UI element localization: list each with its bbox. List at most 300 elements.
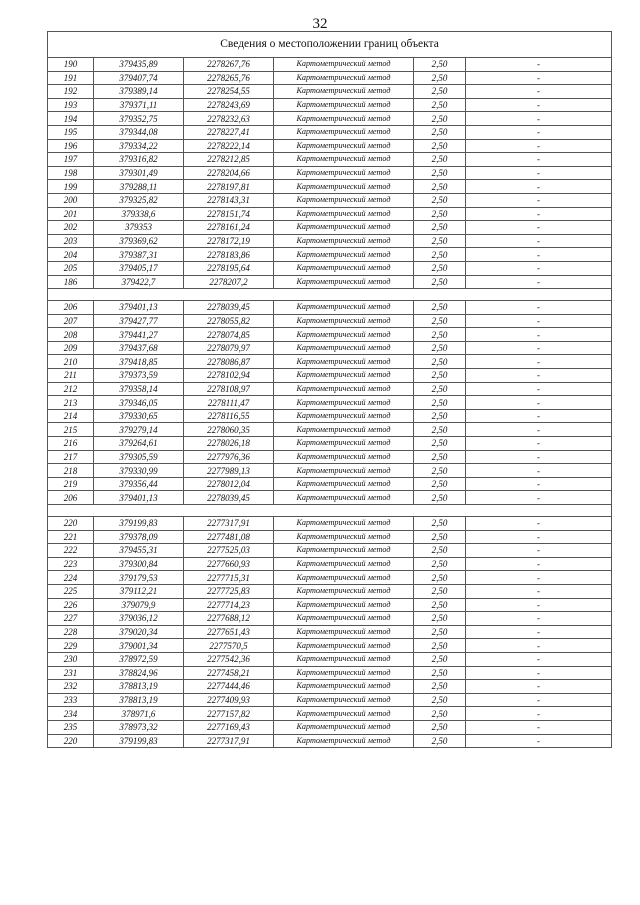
table-row <box>48 734 612 748</box>
point-number-cell: 193 <box>48 98 94 112</box>
description-cell: - <box>466 544 612 558</box>
x-coordinate-cell: 379036,12 <box>94 612 184 626</box>
description-cell: - <box>466 275 612 289</box>
table-row <box>48 625 612 639</box>
x-coordinate-cell: 379301,49 <box>94 166 184 180</box>
point-number-cell: 209 <box>48 341 94 355</box>
method-cell: Картометрический метод <box>274 517 414 531</box>
table-row <box>48 450 612 464</box>
method-cell: Картометрический метод <box>274 207 414 221</box>
method-cell: Картометрический метод <box>274 180 414 194</box>
x-coordinate-cell: 379316,82 <box>94 153 184 167</box>
section-separator-cell <box>48 505 612 517</box>
table-title-row <box>48 32 612 58</box>
y-coordinate-cell: 2277458,21 <box>184 666 274 680</box>
point-number-cell: 226 <box>48 598 94 612</box>
method-cell: Картометрический метод <box>274 328 414 342</box>
x-coordinate-cell: 379264,61 <box>94 437 184 451</box>
accuracy-cell: 2,50 <box>414 734 466 748</box>
x-coordinate-cell: 379305,59 <box>94 450 184 464</box>
table-row <box>48 328 612 342</box>
point-number-cell: 217 <box>48 450 94 464</box>
y-coordinate-cell: 2278267,76 <box>184 58 274 72</box>
table-row <box>48 544 612 558</box>
point-number-cell: 213 <box>48 396 94 410</box>
method-cell: Картометрический метод <box>274 314 414 328</box>
method-cell: Картометрический метод <box>274 557 414 571</box>
accuracy-cell: 2,50 <box>414 382 466 396</box>
description-cell: - <box>466 314 612 328</box>
y-coordinate-cell: 2277989,13 <box>184 464 274 478</box>
y-coordinate-cell: 2277725,83 <box>184 584 274 598</box>
table-row <box>48 98 612 112</box>
x-coordinate-cell: 379437,68 <box>94 341 184 355</box>
method-cell: Картометрический метод <box>274 437 414 451</box>
y-coordinate-cell: 2277976,36 <box>184 450 274 464</box>
point-number-cell: 229 <box>48 639 94 653</box>
table-row <box>48 355 612 369</box>
table-row <box>48 301 612 315</box>
accuracy-cell: 2,50 <box>414 491 466 505</box>
y-coordinate-cell: 2278243,69 <box>184 98 274 112</box>
x-coordinate-cell: 379279,14 <box>94 423 184 437</box>
accuracy-cell: 2,50 <box>414 369 466 383</box>
accuracy-cell: 2,50 <box>414 139 466 153</box>
method-cell: Картометрический метод <box>274 85 414 99</box>
y-coordinate-cell: 2278151,74 <box>184 207 274 221</box>
x-coordinate-cell: 379352,75 <box>94 112 184 126</box>
x-coordinate-cell: 378972,59 <box>94 652 184 666</box>
x-coordinate-cell: 379300,84 <box>94 557 184 571</box>
description-cell: - <box>466 491 612 505</box>
method-cell: Картометрический метод <box>274 369 414 383</box>
y-coordinate-cell: 2278222,14 <box>184 139 274 153</box>
accuracy-cell: 2,50 <box>414 584 466 598</box>
description-cell: - <box>466 625 612 639</box>
y-coordinate-cell: 2277317,91 <box>184 517 274 531</box>
method-cell: Картометрический метод <box>274 221 414 235</box>
point-number-cell: 227 <box>48 612 94 626</box>
y-coordinate-cell: 2278111,47 <box>184 396 274 410</box>
x-coordinate-cell: 379358,14 <box>94 382 184 396</box>
point-number-cell: 196 <box>48 139 94 153</box>
y-coordinate-cell: 2277409,93 <box>184 693 274 707</box>
table-row <box>48 464 612 478</box>
point-number-cell: 214 <box>48 409 94 423</box>
x-coordinate-cell: 379112,21 <box>94 584 184 598</box>
section-separator <box>48 505 612 517</box>
x-coordinate-cell: 379353 <box>94 221 184 235</box>
accuracy-cell: 2,50 <box>414 341 466 355</box>
x-coordinate-cell: 379422,7 <box>94 275 184 289</box>
table-row <box>48 193 612 207</box>
accuracy-cell: 2,50 <box>414 314 466 328</box>
accuracy-cell: 2,50 <box>414 639 466 653</box>
x-coordinate-cell: 379079,9 <box>94 598 184 612</box>
table-title: Сведения о местоположении границ объекта <box>48 32 612 58</box>
y-coordinate-cell: 2278026,18 <box>184 437 274 451</box>
x-coordinate-cell: 379330,65 <box>94 409 184 423</box>
method-cell: Картометрический метод <box>274 382 414 396</box>
x-coordinate-cell: 379371,11 <box>94 98 184 112</box>
x-coordinate-cell: 379401,13 <box>94 301 184 315</box>
x-coordinate-cell: 379389,14 <box>94 85 184 99</box>
point-number-cell: 202 <box>48 221 94 235</box>
table-row <box>48 112 612 126</box>
y-coordinate-cell: 2278086,87 <box>184 355 274 369</box>
y-coordinate-cell: 2278254,55 <box>184 85 274 99</box>
x-coordinate-cell: 379441,27 <box>94 328 184 342</box>
x-coordinate-cell: 379325,82 <box>94 193 184 207</box>
table-row <box>48 85 612 99</box>
description-cell: - <box>466 301 612 315</box>
method-cell: Картометрический метод <box>274 693 414 707</box>
table-row <box>48 423 612 437</box>
table-row <box>48 598 612 612</box>
description-cell: - <box>466 341 612 355</box>
x-coordinate-cell: 379427,77 <box>94 314 184 328</box>
y-coordinate-cell: 2277157,82 <box>184 707 274 721</box>
table-row <box>48 221 612 235</box>
y-coordinate-cell: 2277688,12 <box>184 612 274 626</box>
description-cell: - <box>466 355 612 369</box>
accuracy-cell: 2,50 <box>414 423 466 437</box>
x-coordinate-cell: 379001,34 <box>94 639 184 653</box>
point-number-cell: 212 <box>48 382 94 396</box>
x-coordinate-cell: 378824,96 <box>94 666 184 680</box>
accuracy-cell: 2,50 <box>414 355 466 369</box>
table-row <box>48 180 612 194</box>
accuracy-cell: 2,50 <box>414 517 466 531</box>
accuracy-cell: 2,50 <box>414 652 466 666</box>
table-row <box>48 517 612 531</box>
table-row <box>48 652 612 666</box>
method-cell: Картометрический метод <box>274 261 414 275</box>
y-coordinate-cell: 2278143,31 <box>184 193 274 207</box>
point-number-cell: 208 <box>48 328 94 342</box>
table-row <box>48 382 612 396</box>
table-row <box>48 234 612 248</box>
description-cell: - <box>466 328 612 342</box>
method-cell: Картометрический метод <box>274 355 414 369</box>
table-row <box>48 680 612 694</box>
accuracy-cell: 2,50 <box>414 625 466 639</box>
section-separator-cell <box>48 289 612 301</box>
description-cell: - <box>466 153 612 167</box>
description-cell: - <box>466 207 612 221</box>
y-coordinate-cell: 2277715,31 <box>184 571 274 585</box>
table-row <box>48 314 612 328</box>
x-coordinate-cell: 379288,11 <box>94 180 184 194</box>
table-row <box>48 584 612 598</box>
point-number-cell: 218 <box>48 464 94 478</box>
table-row <box>48 707 612 721</box>
x-coordinate-cell: 379373,59 <box>94 369 184 383</box>
table-row <box>48 58 612 72</box>
y-coordinate-cell: 2277651,43 <box>184 625 274 639</box>
description-cell: - <box>466 261 612 275</box>
y-coordinate-cell: 2278039,45 <box>184 491 274 505</box>
table-row <box>48 693 612 707</box>
description-cell: - <box>466 612 612 626</box>
description-cell: - <box>466 166 612 180</box>
accuracy-cell: 2,50 <box>414 530 466 544</box>
accuracy-cell: 2,50 <box>414 248 466 262</box>
table-row <box>48 153 612 167</box>
table-row <box>48 166 612 180</box>
accuracy-cell: 2,50 <box>414 666 466 680</box>
point-number-cell: 230 <box>48 652 94 666</box>
point-number-cell: 216 <box>48 437 94 451</box>
description-cell: - <box>466 571 612 585</box>
table-row <box>48 275 612 289</box>
point-number-cell: 197 <box>48 153 94 167</box>
table-row <box>48 557 612 571</box>
method-cell: Картометрический метод <box>274 234 414 248</box>
point-number-cell: 186 <box>48 275 94 289</box>
description-cell: - <box>466 557 612 571</box>
table-row <box>48 720 612 734</box>
x-coordinate-cell: 379199,83 <box>94 517 184 531</box>
section-separator <box>48 289 612 301</box>
table-row <box>48 409 612 423</box>
method-cell: Картометрический метод <box>274 598 414 612</box>
y-coordinate-cell: 2277481,08 <box>184 530 274 544</box>
method-cell: Картометрический метод <box>274 625 414 639</box>
y-coordinate-cell: 2278212,85 <box>184 153 274 167</box>
x-coordinate-cell: 379407,74 <box>94 71 184 85</box>
method-cell: Картометрический метод <box>274 125 414 139</box>
x-coordinate-cell: 379435,89 <box>94 58 184 72</box>
accuracy-cell: 2,50 <box>414 693 466 707</box>
accuracy-cell: 2,50 <box>414 301 466 315</box>
description-cell: - <box>466 437 612 451</box>
accuracy-cell: 2,50 <box>414 166 466 180</box>
x-coordinate-cell: 379387,31 <box>94 248 184 262</box>
method-cell: Картометрический метод <box>274 680 414 694</box>
method-cell: Картометрический метод <box>274 166 414 180</box>
description-cell: - <box>466 598 612 612</box>
description-cell: - <box>466 369 612 383</box>
x-coordinate-cell: 379401,13 <box>94 491 184 505</box>
point-number-cell: 195 <box>48 125 94 139</box>
description-cell: - <box>466 248 612 262</box>
accuracy-cell: 2,50 <box>414 437 466 451</box>
method-cell: Картометрический метод <box>274 666 414 680</box>
point-number-cell: 207 <box>48 314 94 328</box>
accuracy-cell: 2,50 <box>414 450 466 464</box>
accuracy-cell: 2,50 <box>414 680 466 694</box>
point-number-cell: 225 <box>48 584 94 598</box>
method-cell: Картометрический метод <box>274 98 414 112</box>
y-coordinate-cell: 2278207,2 <box>184 275 274 289</box>
description-cell: - <box>466 707 612 721</box>
point-number-cell: 204 <box>48 248 94 262</box>
boundary-table-sheet <box>47 31 611 748</box>
x-coordinate-cell: 378971,6 <box>94 707 184 721</box>
point-number-cell: 211 <box>48 369 94 383</box>
x-coordinate-cell: 378813,19 <box>94 680 184 694</box>
y-coordinate-cell: 2277714,23 <box>184 598 274 612</box>
x-coordinate-cell: 379378,09 <box>94 530 184 544</box>
accuracy-cell: 2,50 <box>414 544 466 558</box>
point-number-cell: 190 <box>48 58 94 72</box>
point-number-cell: 194 <box>48 112 94 126</box>
y-coordinate-cell: 2278108,97 <box>184 382 274 396</box>
table-row <box>48 261 612 275</box>
description-cell: - <box>466 693 612 707</box>
method-cell: Картометрический метод <box>274 112 414 126</box>
table-row <box>48 437 612 451</box>
accuracy-cell: 2,50 <box>414 720 466 734</box>
method-cell: Картометрический метод <box>274 139 414 153</box>
method-cell: Картометрический метод <box>274 639 414 653</box>
method-cell: Картометрический метод <box>274 584 414 598</box>
table-row <box>48 477 612 491</box>
point-number-cell: 201 <box>48 207 94 221</box>
description-cell: - <box>466 112 612 126</box>
method-cell: Картометрический метод <box>274 464 414 478</box>
point-number-cell: 219 <box>48 477 94 491</box>
description-cell: - <box>466 423 612 437</box>
method-cell: Картометрический метод <box>274 530 414 544</box>
description-cell: - <box>466 221 612 235</box>
y-coordinate-cell: 2278055,82 <box>184 314 274 328</box>
accuracy-cell: 2,50 <box>414 275 466 289</box>
point-number-cell: 198 <box>48 166 94 180</box>
method-cell: Картометрический метод <box>274 707 414 721</box>
accuracy-cell: 2,50 <box>414 396 466 410</box>
description-cell: - <box>466 58 612 72</box>
point-number-cell: 206 <box>48 301 94 315</box>
point-number-cell: 205 <box>48 261 94 275</box>
accuracy-cell: 2,50 <box>414 328 466 342</box>
table-row <box>48 248 612 262</box>
x-coordinate-cell: 379344,08 <box>94 125 184 139</box>
method-cell: Картометрический метод <box>274 301 414 315</box>
description-cell: - <box>466 680 612 694</box>
description-cell: - <box>466 396 612 410</box>
x-coordinate-cell: 378813,19 <box>94 693 184 707</box>
point-number-cell: 200 <box>48 193 94 207</box>
table-row <box>48 571 612 585</box>
description-cell: - <box>466 409 612 423</box>
accuracy-cell: 2,50 <box>414 234 466 248</box>
y-coordinate-cell: 2278265,76 <box>184 71 274 85</box>
accuracy-cell: 2,50 <box>414 464 466 478</box>
description-cell: - <box>466 530 612 544</box>
method-cell: Картометрический метод <box>274 544 414 558</box>
point-number-cell: 231 <box>48 666 94 680</box>
point-number-cell: 220 <box>48 517 94 531</box>
accuracy-cell: 2,50 <box>414 571 466 585</box>
accuracy-cell: 2,50 <box>414 85 466 99</box>
table-row <box>48 530 612 544</box>
boundary-coordinates-table <box>47 31 612 748</box>
accuracy-cell: 2,50 <box>414 71 466 85</box>
accuracy-cell: 2,50 <box>414 207 466 221</box>
method-cell: Картометрический метод <box>274 652 414 666</box>
description-cell: - <box>466 139 612 153</box>
y-coordinate-cell: 2278060,35 <box>184 423 274 437</box>
x-coordinate-cell: 379405,17 <box>94 261 184 275</box>
method-cell: Картометрический метод <box>274 71 414 85</box>
description-cell: - <box>466 639 612 653</box>
table-row <box>48 71 612 85</box>
description-cell: - <box>466 720 612 734</box>
table-row <box>48 396 612 410</box>
accuracy-cell: 2,50 <box>414 180 466 194</box>
method-cell: Картометрический метод <box>274 720 414 734</box>
accuracy-cell: 2,50 <box>414 193 466 207</box>
table-row <box>48 341 612 355</box>
method-cell: Картометрический метод <box>274 409 414 423</box>
description-cell: - <box>466 85 612 99</box>
description-cell: - <box>466 477 612 491</box>
table-row <box>48 612 612 626</box>
description-cell: - <box>466 734 612 748</box>
accuracy-cell: 2,50 <box>414 261 466 275</box>
description-cell: - <box>466 71 612 85</box>
accuracy-cell: 2,50 <box>414 477 466 491</box>
method-cell: Картометрический метод <box>274 734 414 748</box>
accuracy-cell: 2,50 <box>414 557 466 571</box>
point-number-cell: 215 <box>48 423 94 437</box>
accuracy-cell: 2,50 <box>414 221 466 235</box>
point-number-cell: 220 <box>48 734 94 748</box>
x-coordinate-cell: 379455,31 <box>94 544 184 558</box>
x-coordinate-cell: 379356,44 <box>94 477 184 491</box>
point-number-cell: 232 <box>48 680 94 694</box>
description-cell: - <box>466 193 612 207</box>
accuracy-cell: 2,50 <box>414 707 466 721</box>
table-row <box>48 369 612 383</box>
point-number-cell: 191 <box>48 71 94 85</box>
table-row <box>48 207 612 221</box>
point-number-cell: 223 <box>48 557 94 571</box>
table-row <box>48 491 612 505</box>
y-coordinate-cell: 2278161,24 <box>184 221 274 235</box>
y-coordinate-cell: 2278195,64 <box>184 261 274 275</box>
method-cell: Картометрический метод <box>274 450 414 464</box>
y-coordinate-cell: 2278102,94 <box>184 369 274 383</box>
accuracy-cell: 2,50 <box>414 598 466 612</box>
accuracy-cell: 2,50 <box>414 112 466 126</box>
x-coordinate-cell: 379199,83 <box>94 734 184 748</box>
table-row <box>48 666 612 680</box>
method-cell: Картометрический метод <box>274 58 414 72</box>
y-coordinate-cell: 2278232,63 <box>184 112 274 126</box>
description-cell: - <box>466 234 612 248</box>
method-cell: Картометрический метод <box>274 275 414 289</box>
y-coordinate-cell: 2277570,5 <box>184 639 274 653</box>
description-cell: - <box>466 464 612 478</box>
y-coordinate-cell: 2278197,81 <box>184 180 274 194</box>
y-coordinate-cell: 2277525,03 <box>184 544 274 558</box>
y-coordinate-cell: 2278012,04 <box>184 477 274 491</box>
y-coordinate-cell: 2278227,41 <box>184 125 274 139</box>
y-coordinate-cell: 2277169,43 <box>184 720 274 734</box>
y-coordinate-cell: 2278074,85 <box>184 328 274 342</box>
method-cell: Картометрический метод <box>274 491 414 505</box>
method-cell: Картометрический метод <box>274 341 414 355</box>
description-cell: - <box>466 125 612 139</box>
point-number-cell: 206 <box>48 491 94 505</box>
point-number-cell: 233 <box>48 693 94 707</box>
method-cell: Картометрический метод <box>274 396 414 410</box>
description-cell: - <box>466 666 612 680</box>
point-number-cell: 199 <box>48 180 94 194</box>
